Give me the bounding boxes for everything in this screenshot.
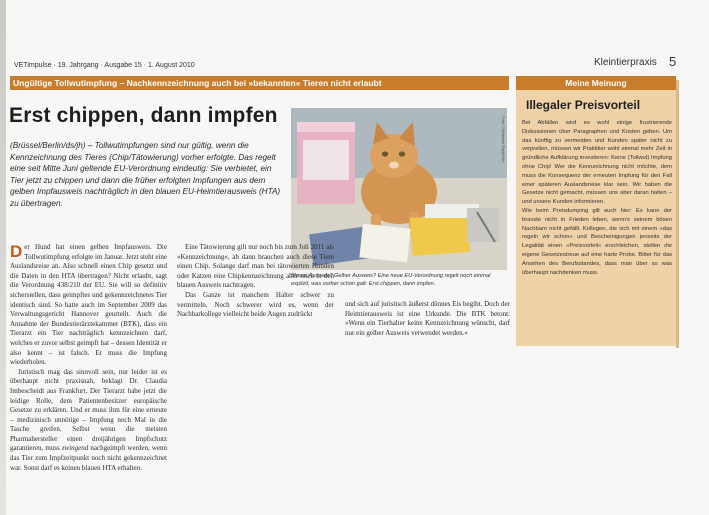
paragraph-text: Das Ganze ist manchem Halter schwer zu vermitteln. Noch schwerer wird es, wenn der Nachbarkollege vielleicht beide Augen zudrückt <box>177 290 334 319</box>
article-column-3 <box>345 300 510 338</box>
page-number: 5 <box>669 54 677 69</box>
opinion-label: Meine Meinung <box>516 76 676 90</box>
paragraph-text: Juristisch mag das sinnvoll sein, nur leider ist es überhaupt nicht praxisnah, beklagt Dr. Claudia Imbescheidt aus Frankfurt. Der Tierarzt habe jetzt die leidige Rolle, dem Patientenbesitzer europäische Gesetze zu erklären. Und er muss ihm für eine erneute – medizinisch unnötige – Impfung noch Mal in die Tasche greifen. Selbst wenn die meisten Pharmahersteller einen dreijährigen Impfschutz garantieren, muss <box>10 367 167 453</box>
drop-cap: D <box>10 242 23 261</box>
paragraph-text: Bei Abfällen wird es wohl einige frustrierende Diskussionen über Paragraphen und Kosten geben. Um das künftig zu vermeiden und Kunden später nicht zu verprellen, müssen wir Praktiker wohl einmal mehr Zeit in gründliche Aufklärung investieren: Keine (Tollwut) Impfung ohne Chip! Wer die Kennzeichnung nicht möchte, dem muss die Konsequenz der erneuten Impfung für den Fall einer späteren Auslandsreise klar sein. Wir haben die Gesetze nicht gemacht, müssen uns aber daran halten – und unsere Kunden informieren. <box>522 120 672 206</box>
article-headline: Erst chippen, dann impfen <box>9 104 278 127</box>
article-lead: (Brüssel/Berlin/ds/jh) – Tollwutimpfungen sind nur gültig, wenn die Kennzeichnung des Tieres (Chip/Tätowierung) vorher erfolgte. Das regelt eine seit Mitte Juni geltende EU-Verordnung eindeutig: Sie verbietet, ein Tier jetzt zu chippen und dann die früher erfolgten Impfungen aus dem gelben Impfausweis nachträglich in den blauen EU-Heimtierausweis (HTA) zu übertragen. <box>10 141 281 208</box>
paragraph-text: Eine Tätowierung gilt nur noch bis zum Juli 2011 als »Kennzeichnung«, ab dann brauchen auch diese Tiere einen Chip. Solange darf man bei tätowierten Hunden oder Katzen eine Chipkennzeichnung aber noch in den blauen Ausweis nachtragen. <box>177 243 334 290</box>
section-name: Kleintierpraxis <box>594 57 657 68</box>
article-kicker: Ungültige Tollwutimpfung – Nachkennzeichnung auch bei »bekannten« Tieren nicht erlaubt <box>10 76 509 90</box>
paragraph-text: nachgeimpft werden, wenn das Tier zum Impfzeitpunkt noch nicht gekennzeichnet war. Sonst darf es keinen blauen HTA erhalten. <box>10 444 168 472</box>
paragraph <box>10 368 167 474</box>
opinion-body <box>522 119 672 277</box>
article-column-2 <box>177 243 334 320</box>
opinion-box <box>516 76 676 346</box>
scan-edge <box>0 0 6 515</box>
paragraph-text: er Hund hat einen gelben Impfausweis. Die Tollwutimpfung erfolgte im Januar. Jetzt steht eine Auslandsreise an. Also schnell einen Chip gesetzt und die Daten in den HTA übertragen? Nicht erlaubt, sagt die Verordnung 438/210 der EU. Sie will so definitiv sicherstellen, dass geimpftes und gekennzeichnetes Tier identisch sind. So hatte auch im September 2009 das Verwaltungsgericht Hannover geurteilt. Auch die Annahme der Bundestierärztekammer (BTK), dass ein Tierarzt ein Tier nachträglich kennzeichnen darf, welches er zuvor selbst geimpft hat – dessen Identität er also kennt – ist falsch. Er muss die Impfung wiederholen. <box>10 243 167 367</box>
paragraph <box>10 243 167 368</box>
photo-caption: Blauer Ausweis? Gelber Ausweis? Eine neue EU-Verordnung regelt noch einmal explizit, was vorher schon galt: Erst chippen, dann impfen. <box>291 273 491 287</box>
box-shadow-edge <box>676 80 679 348</box>
emphasis: zwingend <box>61 444 89 453</box>
opinion-title: Illegaler Preisvorteil <box>526 98 641 112</box>
paragraph-text: und sich auf juristisch äußerst dünnes Eis begibt. Doch der Heimtierausweis ist eine Urkunde. Die BTK betont: »Wenn ein Tierhalter keine Kennzeichnung wünscht, darf nur ein gelber Ausweis verwendet werden.« <box>345 300 510 337</box>
issue-line: VETimpulse · 19. Jahrgang · Ausgabe 15 · 1. August 2010 <box>14 62 195 69</box>
photo-credit: Foto: Christiane Rapp/Vet <box>501 116 506 162</box>
paragraph-text: Wie beim Preisdumping gilt auch hier: Es kann der bravste nicht in Frieden leben, wenn's seinem bösen Nachbarn nicht gefällt. Kollegen, die sich mit einem »das regeln wir schon« und Bescheinigungen jenseits der Legalität einen »Preisvorteil« erschleichen, stellen die eigene Gesetzestreue auf eine harte Probe. Bitter für das Ansehen des Berufsstandes, dass man über so was überhaupt nachdenken muss. <box>522 207 672 276</box>
article-column-1 <box>10 243 167 473</box>
